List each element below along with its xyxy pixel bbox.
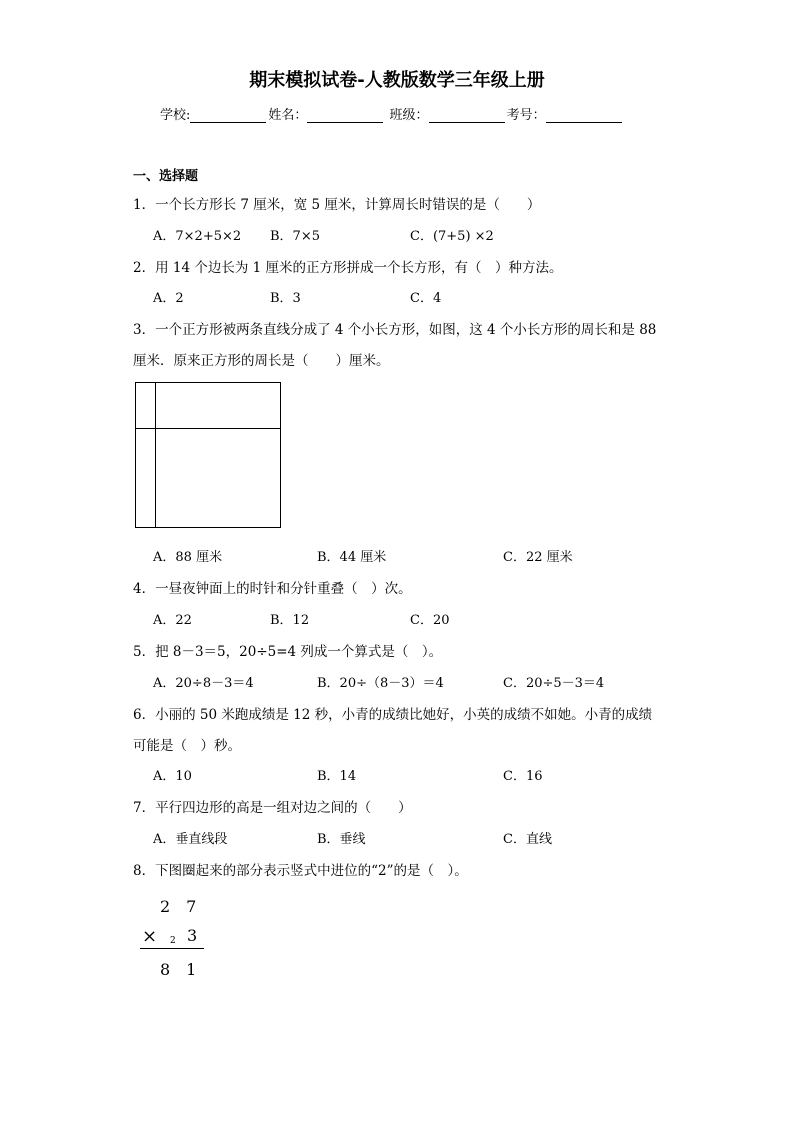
q1-option-c: C．(7+5) ×2: [410, 229, 494, 244]
q5-option-b: B．20÷（8－3）＝4: [317, 676, 444, 691]
q3-option-c: C．22 厘米: [503, 550, 573, 565]
question-3-line2: 厘米．原来正方形的周长是（ ）厘米。: [133, 353, 390, 369]
q7-option-c: C．直线: [503, 832, 552, 847]
question-8: 8．下图圈起来的部分表示竖式中进位的“2”的是（ ）。: [133, 863, 468, 879]
q4-option-b: B．12: [270, 613, 310, 628]
q6-option-b: B．14: [317, 769, 357, 784]
q4-option-c: C．20: [410, 613, 450, 628]
q3-option-a: A．88 厘米: [153, 550, 223, 565]
q5-option-a: A．20÷8－3＝4: [153, 676, 254, 691]
carry-digit: 2: [170, 936, 176, 946]
calc-multiplier: 3: [187, 926, 198, 945]
question-7: 7．平行四边形的高是一组对边之间的（ ）: [133, 800, 412, 816]
square-figure: [135, 382, 281, 528]
question-4: 4．一昼夜钟面上的时针和分针重叠（ ）次。: [133, 581, 412, 597]
name-label: 姓名：: [268, 108, 308, 123]
q6-option-c: C．16: [503, 769, 543, 784]
class-label: 班级：: [389, 108, 429, 123]
q2-option-c: C．4: [410, 291, 442, 306]
calc-multiplicand: 2 7: [160, 897, 197, 916]
class-blank: [429, 108, 505, 123]
vertical-divider: [155, 383, 156, 527]
question-6-line1: 6．小丽的 50 米跑成绩是 12 秒，小青的成绩比她好，小英的成绩不如她。小青的成绩: [133, 707, 653, 723]
q2-option-a: A．2: [153, 291, 184, 306]
student-info-line: [160, 104, 624, 123]
question-1: 1．一个长方形长 7 厘米，宽 5 厘米，计算周长时错误的是（ ）: [133, 197, 541, 213]
horizontal-divider: [136, 428, 280, 429]
section-title: 一、选择题: [133, 169, 199, 184]
q1-option-b: B．7×5: [270, 229, 320, 244]
times-sign: ×: [142, 926, 158, 947]
number-blank: [546, 108, 622, 123]
q7-option-b: B．垂线: [317, 832, 366, 847]
question-2: 2．用 14 个边长为 1 厘米的正方形拼成一个长方形，有（ ）种方法。: [133, 260, 563, 276]
name-blank: [307, 108, 383, 123]
page-title: 期末模拟试卷-人教版数学三年级上册: [249, 70, 545, 91]
school-label: 学校:: [160, 108, 191, 123]
q4-option-a: A．22: [153, 613, 192, 628]
question-5: 5．把 8－3＝5，20÷5=4 列成一个算式是（ ）。: [133, 644, 443, 660]
q6-option-a: A．10: [153, 769, 192, 784]
q1-option-a: A．7×2+5×2: [153, 229, 242, 244]
number-label: 考号：: [506, 108, 546, 123]
q5-option-c: C．20÷5－3＝4: [503, 676, 605, 691]
question-3-line1: 3．一个正方形被两条直线分成了 4 个小长方形，如图，这 4 个小长方形的周长和是 88: [133, 322, 657, 338]
q2-option-b: B．3: [270, 291, 301, 306]
q7-option-a: A．垂直线段: [153, 832, 228, 847]
calc-result: 8 1: [160, 960, 197, 979]
calc-underline: [140, 948, 204, 949]
question-6-line2: 可能是（ ）秒。: [133, 738, 241, 754]
q3-option-b: B．44 厘米: [317, 550, 387, 565]
school-blank: [190, 108, 266, 123]
